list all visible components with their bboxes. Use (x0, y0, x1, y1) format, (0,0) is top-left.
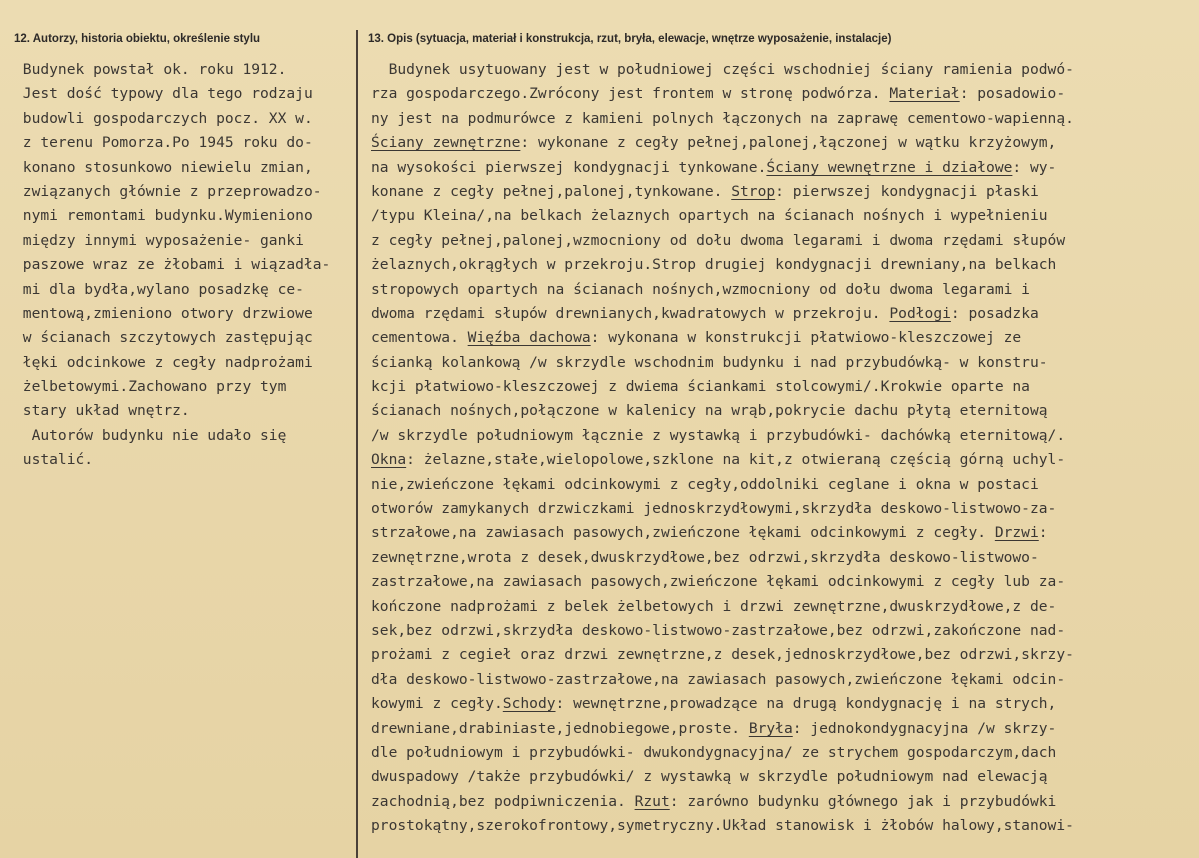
text-segment: : żelazne,stałe,wielopolowe,szklone na kit,z otwieraną częścią górną uchyl- (406, 451, 1066, 469)
text-line: mi dla bydła,wylano posadzkę ce- (14, 280, 304, 298)
text-line (371, 570, 1074, 594)
text-segment: dle południowym i przybudówki- dwukondygnacyjna/ ze strychem gospodarczym,dach (371, 743, 1057, 761)
text-line (371, 765, 1074, 789)
underlined-term: Więźba dachowa (467, 329, 591, 347)
underlined-term: Ściany zewnętrzne (371, 134, 521, 152)
underlined-term: Drzwi (994, 524, 1039, 542)
underlined-term: Schody (502, 695, 556, 713)
section-13-text (371, 58, 1074, 839)
text-line: Budynek powstał ok. roku 1912. (14, 61, 287, 78)
text-segment: stropowych opartych na ścianach nośnych,wzmocniony od dołu dwoma legarami i (371, 280, 1030, 298)
text-line: związanych głównie z przeprowadzo- (14, 182, 322, 200)
text-segment: prostokątny,szerokofrontowy,symetryczny.Układ stanowisk i żłobów halowy,stanowi- (371, 817, 1074, 835)
text-line (371, 546, 1074, 570)
text-segment: dła deskowo-listwowo-zastrzałowe,na zawiasach pasowych,zwieńczone łękami odcin- (371, 670, 1066, 688)
underlined-term: Okna (371, 451, 407, 469)
text-line (371, 204, 1074, 228)
text-segment: : jednokondygnacyjna /w skrzy- (792, 719, 1057, 737)
section-12-text (14, 58, 330, 473)
text-segment: cementowa. (371, 329, 468, 347)
text-segment: kowymi z cegły. (371, 695, 503, 713)
text-line: ustalić. (14, 451, 94, 469)
text-line (371, 741, 1074, 765)
text-segment: Budynek usytuowany jest w południowej części wschodniej ściany ramienia podwó- (371, 61, 1074, 78)
text-segment: : posadzka (950, 304, 1039, 322)
text-segment: kończone nadprożami z belek żelbetowych i drzwi zewnętrzne,dwuskrzydłowe,z de- (371, 597, 1057, 615)
text-segment: zewnętrzne,wrota z desek,dwuskrzydłowe,bez odrzwi,skrzydła deskowo-listwowo- (371, 548, 1039, 566)
text-segment: : posadowio- (959, 85, 1066, 103)
text-line (371, 156, 1074, 180)
text-segment: : wy- (1012, 158, 1057, 176)
text-line: budowli gospodarczych pocz. XX w. (14, 109, 313, 127)
text-line (371, 692, 1074, 716)
underlined-term: Rzut (634, 792, 670, 810)
text-segment: : zarówno budynku głównego jak i przybudówki (669, 792, 1057, 810)
text-segment: na wysokości pierwszej kondygnacji tynkowane. (371, 158, 767, 176)
text-line (371, 717, 1074, 741)
text-line: paszowe wraz ze żłobami i wiązadła- (14, 256, 331, 274)
section-13-heading: 13. Opis (sytuacja, materiał i konstrukcja, rzut, bryła, elewacje, wnętrze wyposażenie, instalacje) (368, 33, 892, 45)
text-segment: : (1038, 524, 1048, 542)
text-line: w ścianach szczytowych zastępując (14, 329, 313, 347)
text-line (371, 448, 1074, 472)
text-segment: z cegły pełnej,palonej,wzmocniony od dołu dwoma legarami i dwoma rzędami słupów (371, 231, 1066, 249)
text-segment: ścianką kolankową /w skrzydle wschodnim budynku i nad przybudówką- w konstru- (371, 353, 1048, 371)
text-segment: : wykonane z cegły pełnej,palonej,łączonej w wątku krzyżowym, (520, 134, 1057, 152)
text-segment: /typu Kleina/,na belkach żelaznych opartych na ścianach nośnych i wypełnieniu (371, 207, 1048, 225)
underlined-term: Strop (731, 182, 776, 200)
text-line (371, 278, 1074, 302)
text-line (371, 790, 1074, 814)
text-segment: ny jest na podmurówce z kamieni polnych łączonych na zaprawę cementowo-wapienną. (371, 109, 1074, 127)
text-line (371, 424, 1074, 448)
text-line: Jest dość typowy dla tego rodzaju (14, 85, 313, 103)
text-line (371, 595, 1074, 619)
text-line (371, 497, 1074, 521)
text-line (371, 180, 1074, 204)
text-segment: ścianach nośnych,połączone w kalenicy na wrąb,pokrycie dachu płytą eternitową (371, 402, 1048, 420)
text-line (371, 351, 1074, 375)
text-line (371, 643, 1074, 667)
text-line: żelbetowymi.Zachowano przy tym (14, 378, 287, 396)
text-line (371, 58, 1074, 82)
column-divider (356, 30, 358, 858)
text-segment: sek,bez odrzwi,skrzydła deskowo-listwowo-zastrzałowe,bez odrzwi,zakończone nad- (371, 621, 1066, 639)
text-line (371, 619, 1074, 643)
text-segment: drewniane,drabiniaste,jednobiegowe,proste. (371, 719, 749, 737)
text-line: z terenu Pomorza.Po 1945 roku do- (14, 134, 313, 152)
text-segment: konane z cegły pełnej,palonej,tynkowane. (371, 182, 732, 200)
text-line (371, 107, 1074, 131)
text-line (371, 326, 1074, 350)
underlined-term: Podłogi (889, 304, 951, 322)
text-segment: : pierwszej kondygnacji płaski (775, 182, 1039, 200)
text-line (371, 473, 1074, 497)
text-line: Autorów budynku nie udało się (14, 426, 287, 444)
text-line (371, 375, 1074, 399)
underlined-term: Materiał (889, 85, 960, 103)
text-line (371, 82, 1074, 106)
text-line: łęki odcinkowe z cegły nadprożami (14, 353, 313, 371)
text-line (371, 814, 1074, 838)
text-segment: dwuspadowy /także przybudówki/ z wystawką w skrzydle południowym nad elewacją (371, 768, 1048, 786)
text-segment: nie,zwieńczone łękami odcinkowymi z cegły,oddolniki ceglane i okna w postaci (371, 475, 1039, 493)
text-line: mentową,zmieniono otwory drzwiowe (14, 304, 313, 322)
text-line (371, 668, 1074, 692)
text-line: nymi remontami budynku.Wymieniono (14, 207, 313, 225)
text-line: konano stosunkowo niewielu zmian, (14, 158, 313, 176)
text-segment: /w skrzydle południowym łącznie z wystawką i przybudówki- dachówką eternitową/. (371, 426, 1066, 444)
text-line (371, 399, 1074, 423)
underlined-term: Ściany wewnętrzne i działowe (766, 158, 1013, 176)
underlined-term: Bryła (748, 719, 793, 737)
text-segment: prożami z cegieł oraz drzwi zewnętrzne,z desek,jednoskrzydłowe,bez odrzwi,skrzy- (371, 646, 1074, 664)
text-segment: zachodnią,bez podpiwniczenia. (371, 792, 635, 810)
text-line: stary układ wnętrz. (14, 402, 190, 420)
text-line (371, 253, 1074, 277)
text-segment: rza gospodarczego.Zwrócony jest frontem w stronę podwórza. (371, 85, 890, 103)
text-segment: zastrzałowe,na zawiasach pasowych,zwieńczone łękami odcinkowymi z cegły lub za- (371, 573, 1066, 591)
text-segment: dwoma rzędami słupów drewnianych,kwadratowych w przekroju. (371, 304, 890, 322)
text-segment: : wewnętrzne,prowadzące na drugą kondygnację i na strych, (555, 695, 1057, 713)
text-segment: strzałowe,na zawiasach pasowych,zwieńczone łękami odcinkowymi z cegły. (371, 524, 995, 542)
text-line (371, 131, 1074, 155)
text-line (371, 229, 1074, 253)
text-segment: otworów zamykanych drzwiczkami jednoskrzydłowymi,skrzydła deskowo-listwowo-za- (371, 500, 1057, 518)
text-line (371, 302, 1074, 326)
text-segment: kcji płatwiowo-kleszczowej z dwiema ściankami stolcowymi/.Krokwie oparte na (371, 378, 1030, 396)
text-line: między innymi wyposażenie- ganki (14, 231, 304, 249)
section-12-heading: 12. Autorzy, historia obiektu, określenie stylu (14, 33, 261, 45)
text-segment: żelaznych,okrągłych w przekroju.Strop drugiej kondygnacji drewniany,na belkach (371, 256, 1057, 274)
text-segment: : wykonana w konstrukcji płatwiowo-kleszczowej ze (590, 329, 1022, 347)
text-line (371, 521, 1074, 545)
